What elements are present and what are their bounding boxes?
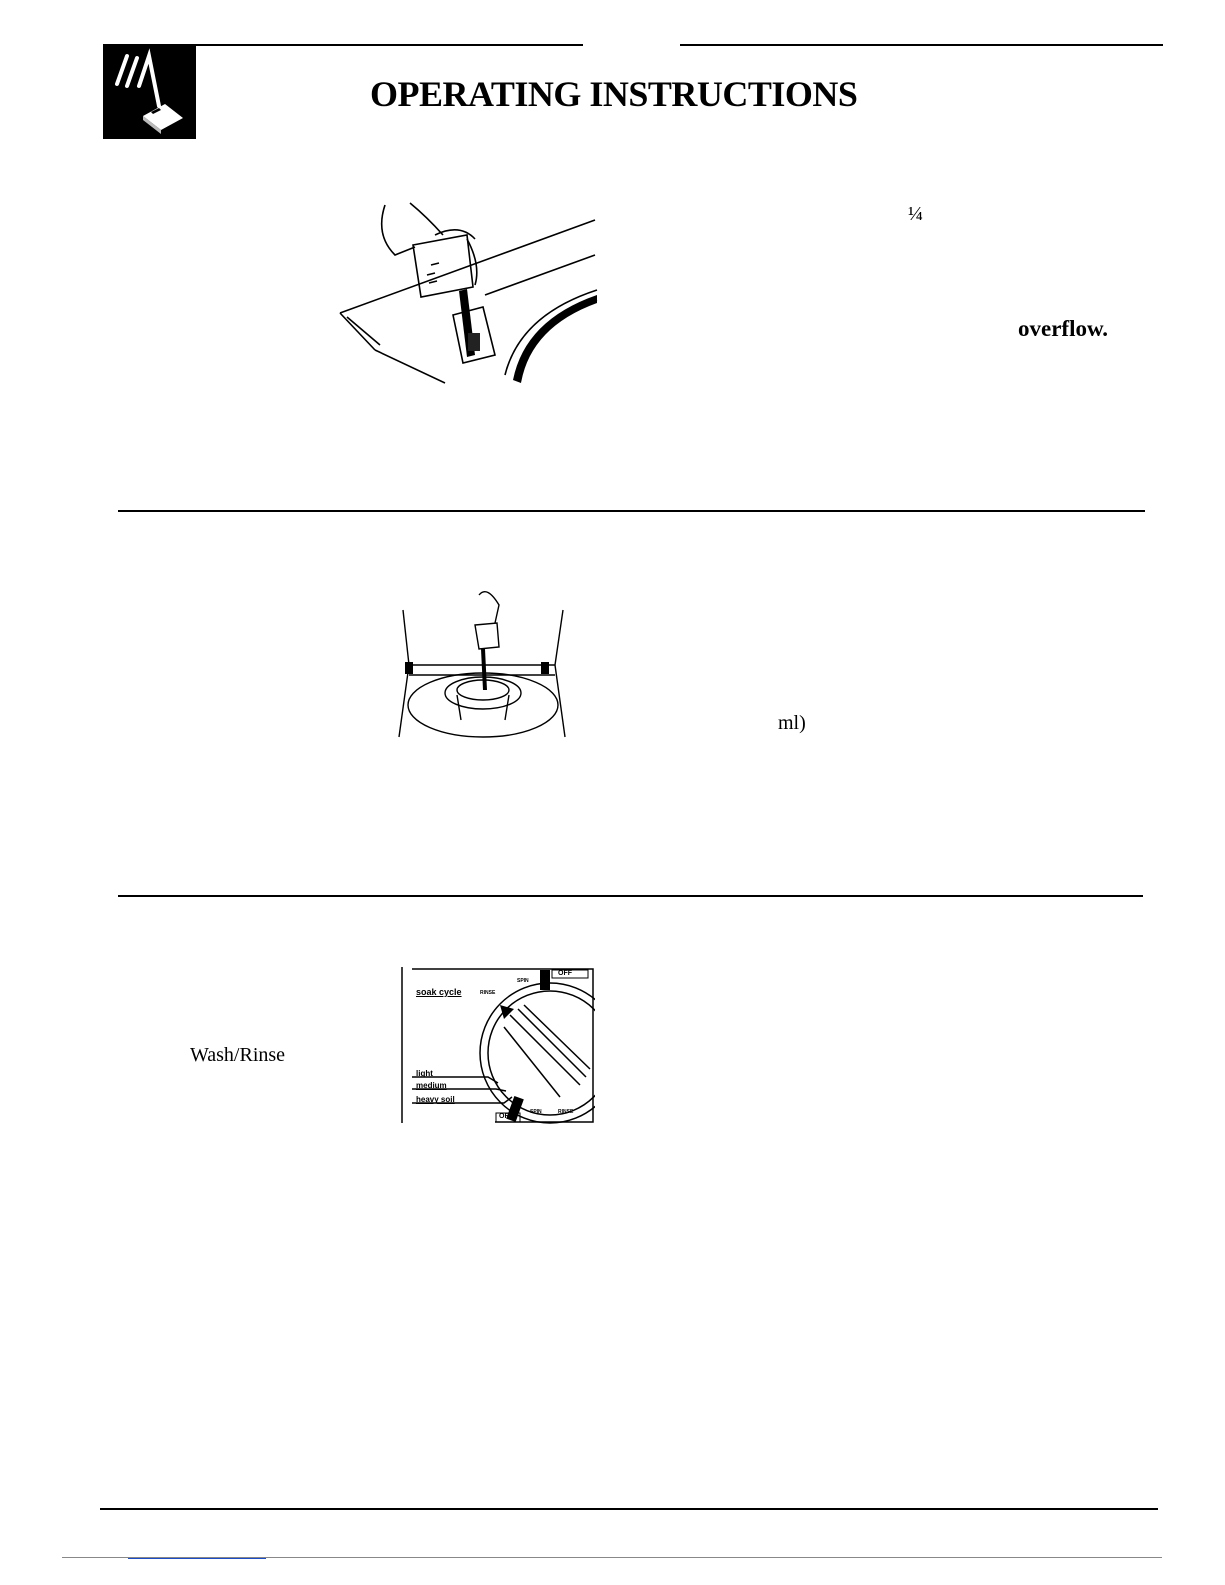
section-divider-2: [118, 895, 1143, 897]
hand-press-icon: [103, 46, 196, 139]
dial-label-off-bottom: OFF: [499, 1113, 513, 1120]
dial-label-light: light: [416, 1069, 433, 1078]
dial-label-heavy-soil: heavy soil: [416, 1095, 455, 1104]
dial-label-spin-bottom: SPIN: [530, 1109, 542, 1115]
dial-label-spin-top: SPIN: [517, 978, 529, 984]
footer-rule: [100, 1508, 1158, 1510]
dial-label-soak-cycle: soak cycle: [416, 987, 462, 997]
page-title: OPERATING INSTRUCTIONS: [370, 74, 858, 114]
bleach-overflow-text: overflow.: [1018, 316, 1109, 341]
bleach-pouring-illustration: [335, 195, 600, 390]
softener-pouring-illustration: [395, 585, 570, 740]
header-rule-right: [680, 44, 1163, 46]
section-divider-1: [118, 510, 1145, 512]
cycle-dial-illustration: [400, 965, 595, 1125]
softener-unit-text: ml): [778, 712, 806, 734]
dial-label-off-top: OFF: [558, 970, 572, 977]
wash-rinse-label: Wash/Rinse: [190, 1044, 286, 1066]
dial-label-medium: medium: [416, 1081, 447, 1090]
footer-link-underline: [128, 1558, 266, 1559]
dial-label-rinse-bottom: RINSE: [558, 1109, 574, 1115]
bleach-fraction-text: ¼: [908, 203, 923, 225]
dial-label-rinse-top: RINSE: [480, 990, 496, 996]
